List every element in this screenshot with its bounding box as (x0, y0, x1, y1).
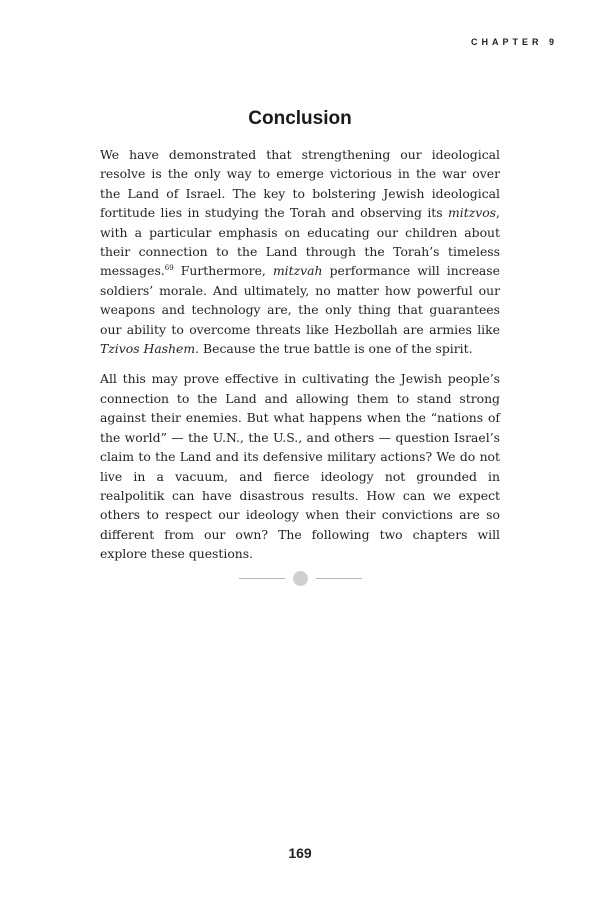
text-run: . Because the true battle is one of the spirit. (195, 341, 473, 357)
text-run: We have demonstrated that strengthening our ideological resolve is the only way to emerge victorious in the war over the Land of Israel. The key to bolstering Jewish ideological fortitude lies in studying the Torah and observing its (100, 147, 500, 221)
italic-term: mitzvah (272, 263, 323, 279)
running-head: CHAPTER 9 (470, 37, 558, 47)
page-number: 169 (288, 845, 312, 861)
paragraph-2 (100, 369, 500, 563)
italic-term: mitzvos (448, 205, 497, 221)
divider-dot-icon (293, 571, 308, 586)
divider-rule-left (239, 578, 285, 579)
text-run: Furthermore, (173, 263, 273, 279)
italic-term: Tzivos Hashem (100, 341, 196, 357)
paragraph-1 (100, 145, 500, 358)
text-run: All this may prove effective in cultivating the Jewish people’s connection to the Land and allowing them to stand strong against their enemies. But what happens when the “nations of the world” — the U.N., the U.S., and others — question Israel’s claim to the Land and its defensive military actions? We do not live in a vacuum, and fierce ideology not grounded in realpolitik can have disastrous results. How can we expect others to respect our ideology when their convictions are so different from our own? The following two chapters will explore these questions. (100, 371, 500, 562)
section-title: Conclusion (248, 108, 352, 129)
body-text (100, 145, 500, 575)
text-run: performance will increase soldiers’ morale. And ultimately, no matter how powerful our weapons and technology are, the only thing that guarantees our ability to overcome threats like Hezbollah are armies like (100, 263, 500, 337)
footnote-ref[interactable]: 69 (164, 264, 174, 273)
section-divider-ornament (0, 569, 600, 587)
text-run: , with a particular emphasis on educating our children about their connection to the Land through the Torah’s timeless messages. (100, 205, 500, 279)
divider-rule-right (316, 578, 362, 579)
